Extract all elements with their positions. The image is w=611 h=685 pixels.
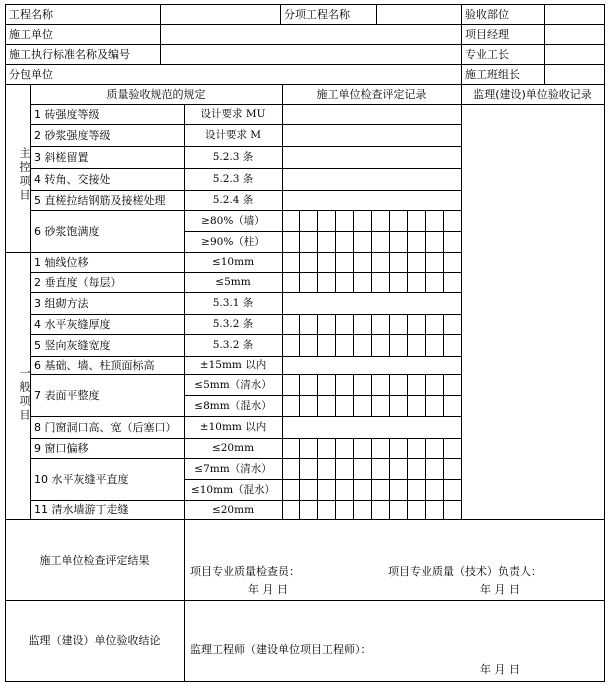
main-item-requirement: 5.2.3 条 — [212, 173, 254, 185]
general-item-name: 11 清水墙游丁走缝 — [34, 503, 129, 516]
main-item-requirement: 设计要求 MU — [200, 108, 266, 120]
label-team-leader: 施工班组长 — [465, 68, 520, 81]
general-item-requirement: 5.3.1 条 — [212, 297, 254, 309]
label-subcontractor: 分包单位 — [9, 68, 53, 81]
general-item-name: 10 水平灰缝平直度 — [34, 473, 129, 486]
general-item-requirement: ≤10mm — [211, 256, 255, 268]
main-item-name: 3 斜槎留置 — [34, 151, 89, 164]
quality-inspector-label: 项目专业质量检查员： — [190, 565, 300, 578]
col-contractor-record: 施工单位检查评定记录 — [316, 88, 427, 101]
general-item-requirement: ≤20mm — [211, 442, 255, 454]
label-construction-unit: 施工单位 — [9, 28, 53, 41]
general-item-requirement: ≤5mm（清水） — [194, 379, 272, 391]
label-project-name: 工程名称 — [9, 8, 53, 21]
date-right: 年 月 日 — [480, 583, 520, 596]
label-standard: 施工执行标准名称及编号 — [9, 48, 130, 61]
general-item-requirement: 5.3.2 条 — [212, 318, 254, 330]
main-item-name: 2 砂浆强度等级 — [34, 129, 111, 142]
main-item-requirement: ≥80%（墙） — [201, 215, 265, 227]
main-item-requirement: ≥90%（柱） — [201, 236, 265, 248]
supervising-engineer-label: 监理工程师（建设单位项目工程师）： — [190, 643, 372, 656]
general-item-name: 8 门窗洞口高、宽（后塞口） — [34, 421, 177, 434]
supervisor-conclusion-label: 监理（建设）单位验收结论 — [28, 634, 161, 647]
col-spec: 质量验收规范的规定 — [106, 88, 206, 101]
general-item-requirement: ≤7mm（清水） — [194, 463, 272, 475]
general-item-name: 1 轴线位移 — [34, 256, 89, 269]
main-item-name: 1 砖强度等级 — [34, 108, 100, 121]
general-item-name: 3 组砌方法 — [34, 297, 89, 310]
contractor-result-label: 施工单位检查评定结果 — [39, 554, 150, 567]
general-item-requirement: ≤10mm（混水） — [190, 484, 276, 496]
general-item-requirement: ±10mm 以内 — [199, 421, 267, 433]
general-item-requirement: ±15mm 以内 — [199, 359, 267, 371]
general-item-name: 2 垂直度（每层） — [34, 276, 122, 289]
group-label-main-control: 主控项目 — [18, 147, 31, 203]
label-acceptance-part: 验收部位 — [465, 8, 509, 21]
label-subitem-name: 分项工程名称 — [284, 8, 350, 21]
main-item-requirement: 5.2.3 条 — [212, 151, 254, 163]
main-item-requirement: 设计要求 M — [204, 129, 262, 141]
general-item-name: 7 表面平整度 — [34, 389, 100, 402]
col-supervisor-record: 监理(建设)单位验收记录 — [473, 88, 592, 101]
general-item-requirement: 5.3.2 条 — [212, 339, 254, 351]
quality-technical-head-label: 项目专业质量（技术）负责人： — [388, 565, 542, 578]
general-item-name: 6 基础、墙、柱顶面标高 — [34, 359, 155, 372]
main-item-requirement: 5.2.4 条 — [212, 194, 254, 206]
main-item-name: 5 直槎拉结钢筋及接槎处理 — [34, 194, 166, 207]
date-supervisor: 年 月 日 — [480, 663, 520, 676]
label-foreman: 专业工长 — [465, 48, 509, 61]
date-left: 年 月 日 — [248, 583, 288, 596]
general-item-name: 5 竖向灰缝宽度 — [34, 339, 111, 352]
general-item-name: 4 水平灰缝厚度 — [34, 318, 111, 331]
main-item-name: 6 砂浆饱满度 — [34, 225, 100, 238]
general-item-requirement: ≤20mm — [211, 504, 255, 516]
label-project-manager: 项目经理 — [465, 28, 509, 41]
general-item-requirement: ≤5mm — [215, 276, 251, 288]
group-label-general: 一般项目 — [18, 367, 31, 423]
general-item-requirement: ≤8mm（混水） — [194, 400, 272, 412]
general-item-name: 9 窗口偏移 — [34, 442, 89, 455]
main-item-name: 4 转角、交接处 — [34, 173, 111, 186]
